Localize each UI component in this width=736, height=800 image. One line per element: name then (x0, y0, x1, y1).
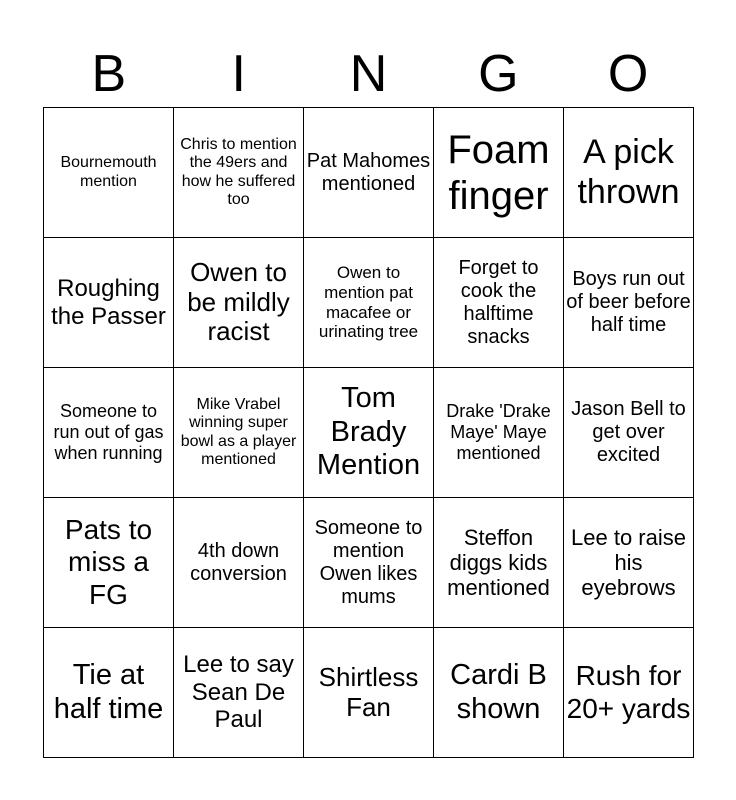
bingo-cell[interactable]: Tie at half time (44, 628, 174, 758)
board-row-4 (44, 498, 694, 628)
bingo-cell[interactable]: Drake 'Drake Maye' Maye mentioned (434, 368, 564, 498)
board-row-2 (44, 238, 694, 368)
bingo-cell[interactable]: Roughing the Passer (44, 238, 174, 368)
bingo-cell[interactable]: Pat Mahomes mentioned (304, 108, 434, 238)
bingo-cell[interactable]: Tom Brady Mention (304, 368, 434, 498)
bingo-header (44, 40, 693, 108)
header-letter-n: N (349, 45, 388, 103)
board-row-3 (44, 368, 694, 498)
bingo-cell[interactable]: Mike Vrabel winning super bowl as a player mentioned (174, 368, 304, 498)
bingo-board (43, 107, 694, 758)
bingo-cell[interactable]: Shirtless Fan (304, 628, 434, 758)
bingo-cell[interactable]: Owen to be mildly racist (174, 238, 304, 368)
header-letter-o: O (607, 45, 649, 103)
bingo-cell[interactable]: Lee to raise his eyebrows (564, 498, 694, 628)
bingo-cell[interactable]: Cardi B shown (434, 628, 564, 758)
bingo-cell[interactable]: Rush for 20+ yards (564, 628, 694, 758)
bingo-cell[interactable]: Pats to miss a FG (44, 498, 174, 628)
bingo-cell[interactable]: 4th down conversion (174, 498, 304, 628)
board-row-5 (44, 628, 694, 758)
board-row-1 (44, 108, 694, 238)
bingo-cell[interactable]: Someone to run out of gas when running (44, 368, 174, 498)
bingo-cell[interactable]: Jason Bell to get over excited (564, 368, 694, 498)
header-letter-i: I (231, 45, 246, 103)
bingo-cell[interactable]: Foam finger (434, 108, 564, 238)
bingo-cell[interactable]: Bournemouth mention (44, 108, 174, 238)
header-letter-b: B (91, 45, 127, 103)
bingo-cell[interactable]: Forget to cook the halftime snacks (434, 238, 564, 368)
bingo-cell[interactable]: A pick thrown (564, 108, 694, 238)
bingo-cell[interactable]: Lee to say Sean De Paul (174, 628, 304, 758)
bingo-cell[interactable]: Boys run out of beer before half time (564, 238, 694, 368)
bingo-cell[interactable]: Steffon diggs kids mentioned (434, 498, 564, 628)
bingo-cell[interactable]: Owen to mention pat macafee or urinating tree (304, 238, 434, 368)
header-letter-g: G (478, 45, 519, 103)
bingo-cell[interactable]: Chris to mention the 49ers and how he suffered too (174, 108, 304, 238)
bingo-cell[interactable]: Someone to mention Owen likes mums (304, 498, 434, 628)
